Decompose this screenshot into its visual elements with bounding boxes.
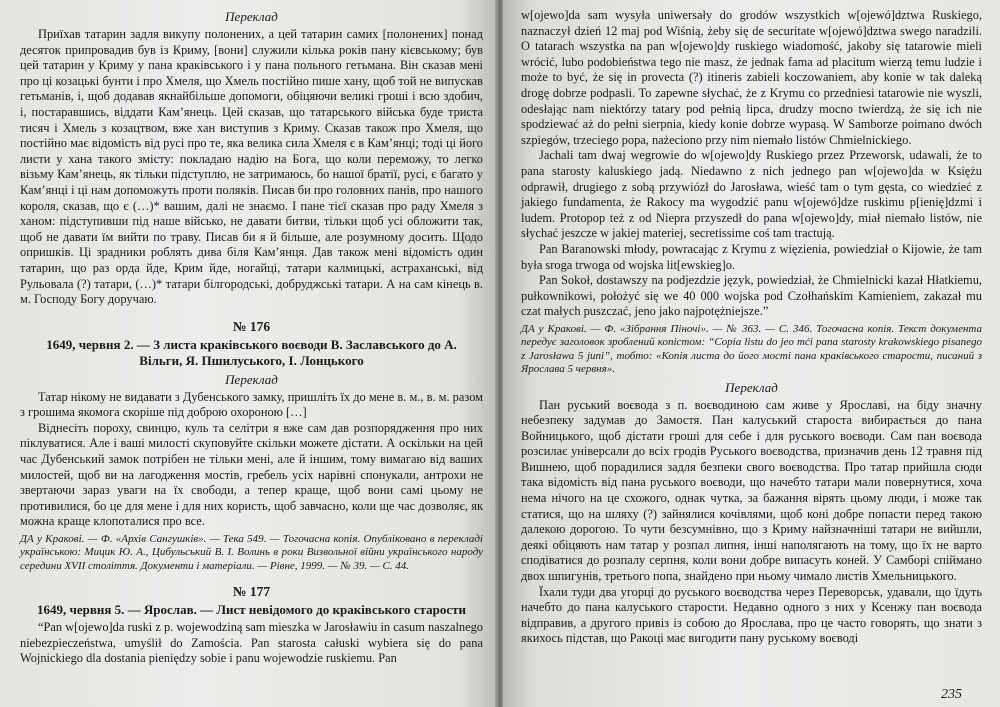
paragraph: Віднесіть пороху, свинцю, куль та селітри я вже сам дав розпорядження про них піклуватися. Але і ваші милості скуповуйте скільки можете дістати. А оскільки на цей час Дубенський замок потрібен не тільки мені, але й іншим, тому вимагаю від ваших милостей, щоб ви на лагодження мостів, гребель усіх нарівні спонукали, антрохи не звертаючи зараз уваги на їх свободи, а тепер краще, щоб вони самі цьому не противилися, бо це для мене і для них користь, щоб завчасно, коли ще час дозволяє, як можна краще клопоталися про все. <box>20 420 483 529</box>
document-number: № 176 <box>232 318 271 334</box>
source-note: ДА у Кракові. — Ф. «Архів Сангушків». — Тека 549. — Тогочасна копія. Опубліковано в перекладі українською: Мицик Ю. А., Цибульський В. І. Волинь в роки Визвольної війни українського народу середини XVII століття. Документи і матеріали. — Рівне, 1999. — № 39. — С. 44. <box>20 533 483 572</box>
translation-heading: Переклад <box>225 371 278 387</box>
paragraph: w[ojewo]da sam wysyła uniwersały do grodów wszystkich w[ojewó]dztwa Ruskiego, naznaczył dzień 12 maj pod Wiśnią, żeby się de securitate w[ojewó]dztwa swego naradzili. O tatarach wszystka na pan w[ojewo]dy ruskiego wiadomość, jakoby się tatarowie mieli wrócić, lubo podobieństwa tego nie masz, że jednak fama ad placitum wierzą temu ludzie i może to być, że się in provecta (?) itineris zabieli koczowaniem, aby konie w tak daleką drogę dobrze podpasli. To zapewne słychać, że z Krymu co przedniesi tatarowie nie wyszli, odesłając nam niektórzy tatary pod pełnią lipca, drudzy mocno twierdzą, że się ich nie spodziewać aż do pełni sierpnia, kiedy konie dobrze wypasą. W Samborze poimano dwóch szpiegów, trzeciego popa, nażeciono przy nim niemało listów Chmielnickiego. <box>521 8 982 147</box>
paragraph: Пан руський воєвода з п. воєводиною сам живе у Ярославі, на біду значну небезпеку задумав до Замостя. Пан калуський староста вибирається до пана Войницького, щоб дістати гроші для себе і для руського воєводи. Сам пан воєвода розсилає універсали до всіх гродів Руського воєводства, призначив день 12 травня під Вишнею, щоб порадилися задля безпеки свого воєводства. Про татар прийшла сюди така відомість від пана руського воєводи, що начебто татари мали повернутися, хоча нема нічого на це схожого, однак чутка, за бажання вірять цьому люди, і може так статися, що на шляху (?) зайнялися кочівлями, щоб коні добре попасти перед такою далекою дорогою. То чути безсумнівно, що з Криму найзначніші татари не вийшли, деякі обіцяють нам татар у розпал липня, інші наполягають на тому, що їх не варто сподіватися до розпалу серпня, коли вони добре випасуть коней. У Самборі спіймано двох шпигунів, третього попа, знайдено при ньому чимало листів Хмельницького. <box>521 397 982 584</box>
document-title: 1649, червня 2. — З листа краківського воєводи В. Заславського до А. Вільги, Я. Пшилуського, І. Лонцького <box>46 336 457 368</box>
paragraph: Pan Baranowski młody, powracając z Krymu z więzienia, powiedział o Kijowie, że tam była sroga trwoga od wojska lit[ewskieg]o. <box>521 241 982 272</box>
paragraph: Приїхав татарин задля викупу полонених, а цей татарин самих [полонених] понад десяток припровадив був із Криму, [вони] служили кілька років пану кієвському; був цей татарин у Криму у пана краківського і у пана польного гетьмана. Він сказав мені про ці козацькі бунти і про Хмеля, що Хмель постійно пише хану, щоб той не випускав гетьманів, і, щоб додавав якнайбільше допомоги, обіцяючи великі гроші і всю здобич, і, постаравшись, віддати Кам’янець. Цей сказав, що татарського війська буде триста тисяч і Хмель з козацтвом, вже хан виступив з Криму. Сказав також про Хмеля, що постійно має відомість від русі про те, яка велика сила Хмеля є в Кам’янці; тоді ці його листи у хана такого змісту: покладаю надію на Бога, що коли переможу, то легко візьму Кам’янець, як тільки підступлю, не затримаюсь, бо нашої братії, русі, є багато у Кам’янці і ці нам допоможуть проти поляків. Писав би про головних панів, про нашого короля, сказав, що є (…)* вашим, далі не знаємо. І пане тієї сказав про раду Хмеля з ханом: підступивши під наше військо, не давати битви, тільки щоб усі обложити так, щоб не давати їм вийти по траву. Писав би я й більше, але розумному досить. Щодо опришків. Ці зрадники роблять дива біля Кам’янця. Дав також мені відомість один татарин, що раз орда йде, Крим йде, ногайці, татари калмицькі, астраханські, від Рульовала (?) татари, (…)* татари білгородські, добруджські татари. А на сам кінець в. м. Господу Богу доручаю. <box>20 27 483 307</box>
source-note: ДА у Кракові. — Ф. «Зібрання Піночі». — № 363. — С. 346. Тогочасна копія. Текст документа передує заголовок зроблений копістом: “Copia listu do jeo mći pana starosty krakowskiego pisanego z Jarosławа 5 junі”, тобто: «Копія листа до його мості пана краківського старости, писаний з Ярослава 5 червня». <box>521 322 982 376</box>
paragraph: Pan Sokoł, dostawszy na podjezdzie język, powiedział, że Chmielnicki kazał Hłatkiemu, pułkownikowi, położyć się we 40 000 wojska pod Czołhańskim Kamieniem, zakazał mu czat małych puszczać, jeno jako najpotężniejsze.” <box>521 273 982 319</box>
left-page <box>0 0 497 707</box>
document-number: № 177 <box>232 584 271 600</box>
page-number: 235 <box>941 687 962 702</box>
translation-heading: Переклад <box>225 9 278 24</box>
paragraph: “Pan w[ojewo]da ruski z p. wojewodziną sam mieszka w Jarosławiu in casum naszalnego niebezpieczeństwa, umyślił do Zamościa. Pan starosta całuski wybiera się do pana Wojnickiego dla dostania pieniędzy sobie i panu wojewodzie ruskiemu. Pan <box>20 620 483 666</box>
paragraph: Jachali tam dwaj wegrowie do w[ojewo]dy Ruskiego przez Przeworsk, udawali, że to pana starosty kaluskiego jadą. Niedawno z nich jednego pan w[ojewo]da w Księżu odprawił, drugiego z sobą przywiózł do Jarosława, wieść tam o tym gęsta, co wiedzieć z jakiego fundamenta, że Rakocy ma wygodzić panu w[ojewó]dze ruskimu p[ienię]dzmi i ludem. Protopop też z od Niepra przyszedł do pana w[ojewo]dy, miał niemało listów, nie słychać jeszcze w jakiej materiej, secretissime coś tam tractują. <box>521 148 982 241</box>
paragraph: Їхали туди два угорці до руського воєводства через Переворськ, удавали, що їдуть начебто до пана калуського старости. Недавно одного з них у Ксенжу пан воєвода відправив, а другого привіз із собою до Ярослава, про це часто говорять, що знати з якихось підстав, що Ракоці має вигодити пану руському воєводі <box>521 584 982 646</box>
paragraph: Татар нікому не видавати з Дубенського замку, пришліть їх до мене в. м., в. м. разом з грошима якомога скоріше під доброю охороною […] <box>20 389 483 420</box>
translation-heading: Переклад <box>725 379 778 395</box>
right-page <box>503 0 1000 707</box>
document-title: 1649, червня 5. — Ярослав. — Лист невідомого до краківського старости <box>37 602 466 618</box>
